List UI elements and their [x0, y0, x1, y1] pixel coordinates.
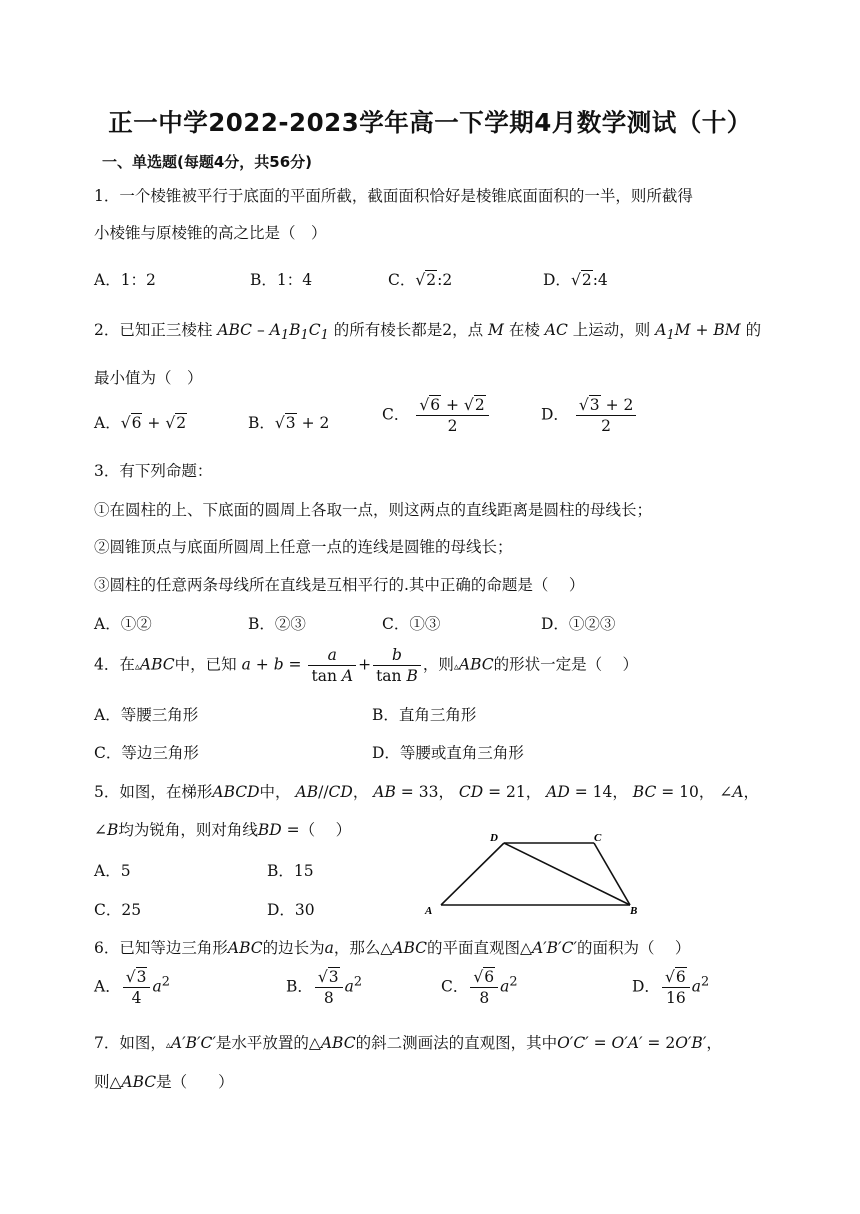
q2-option-c-label: C．: [382, 405, 410, 424]
q2-option-b: B．√3 + 2: [248, 414, 330, 432]
q2-option-d: [541, 396, 638, 435]
fraction: $\frac{√3 + 2}{2}$: [576, 396, 636, 435]
q2-text-4: 上运动，则: [572, 321, 651, 339]
q6-text-3: ，那么△: [333, 939, 393, 957]
fraction-b-tan: $\frac{b}{\text{tan B}}$: [373, 646, 421, 685]
q1-option-a: A．1：2: [94, 271, 156, 289]
q5-text-3: 均为锐角，则对角线: [118, 821, 258, 839]
triangle-symbol: ▵: [453, 661, 459, 673]
edge-ad: [441, 843, 504, 905]
math-abc: ABC: [227, 939, 263, 957]
q2-text-5: 的: [745, 321, 762, 339]
q6-text-5: 的面积为（ ）: [576, 939, 691, 957]
q2-line2: 最小值为（ ）: [94, 369, 203, 387]
label-d: D: [490, 832, 498, 844]
q6-text-2: 的边长为: [262, 939, 325, 957]
q4-text-1: 4．在: [94, 655, 135, 674]
q5-line1: 5．如图，在梯形ABCD中， AB//CD， AB = 33， CD = 21， AD = 14， BC = 10， ∠A，: [94, 783, 760, 801]
math-expression: $A_1M$: [655, 321, 691, 344]
q2-option-a-label: A．: [94, 414, 121, 432]
q6-text-4: 的平面直观图△: [427, 939, 532, 957]
math-prism-top: $A_1B_1C_1$: [269, 321, 329, 344]
page-title: 正一中学2022-2023学年高一下学期4月数学测试（十）: [108, 108, 752, 137]
q4-option-d: D．等腰或直角三角形: [372, 744, 524, 762]
q3-line2: ①在圆柱的上、下底面的圆周上各取一点，则这两点的直线距离是圆柱的母线长；: [94, 501, 653, 519]
q6-option-b: B． $\frac{√3}{8}$ $a^2$: [286, 968, 363, 1007]
math-bm: BM: [713, 321, 741, 339]
q3-line4: ③圆柱的任意两条母线所在直线是互相平行的.其中正确的命题是（ ）: [94, 576, 585, 594]
q7-text-4: ，: [706, 1034, 722, 1052]
q1-option-b: B．1：4: [250, 271, 313, 289]
q5-text-2: 中，: [259, 783, 291, 801]
q2-line1: 2．已知正三棱柱 ABC – $A_1B_1C_1$ 的所有棱长都是2，点 M 在棱 AC 上运动，则 $A_1M$ + BM 的: [94, 321, 762, 344]
q5-option-c: C．25: [94, 901, 142, 919]
q7-text-6: 是（ ）: [156, 1073, 234, 1091]
q7-text-1: 7．如图，: [94, 1034, 166, 1052]
q2-option-d-label: D．: [541, 405, 569, 424]
q1-line1: 1．一个棱锥被平行于底面的平面所截，截面面积恰好是棱锥底面面积的一半，则所截得: [94, 187, 693, 205]
triangle-symbol: ▵: [134, 661, 140, 673]
q6-option-d-label: D．: [632, 977, 660, 996]
q6-option-a: A． $\frac{√3}{4}$ $a^2$: [94, 968, 170, 1007]
q1-option-c: [388, 268, 452, 290]
q1-option-c-tail: :2: [437, 271, 453, 289]
q5-option-a: A．5: [94, 862, 131, 880]
math-b: b: [273, 655, 284, 674]
math-ac: AC: [544, 321, 568, 339]
q5-text-1: 5．如图，在梯形: [94, 783, 213, 801]
q7-text-2: 是水平放置的△: [215, 1034, 321, 1052]
q7-text-3: 的斜二测画法的直观图，其中: [355, 1034, 558, 1052]
q2-option-a: A．√6 + √2: [94, 414, 187, 432]
q2-text-1: 2．已知正三棱柱: [94, 321, 213, 339]
section-heading: 一、单选题(每题4分，共56分): [102, 153, 313, 171]
q3-option-c: C．①③: [382, 615, 441, 633]
q7-line1: 7．如图，▵A′B′C′是水平放置的△ABC的斜二测画法的直观图，其中O′C′ = O′A′ = 2O′B′，: [94, 1034, 722, 1052]
q1-option-c-label: C．: [388, 271, 416, 289]
q7-line2: 则△ABC是（ ）: [94, 1073, 234, 1091]
q5-option-b: B．15: [267, 862, 314, 880]
q4-option-a: A．等腰三角形: [94, 706, 199, 724]
math-abcd: ABCD: [212, 783, 260, 801]
sqrt-2: √2: [415, 271, 437, 289]
q3-line3: ②圆锥顶点与底面所圆周上任意一点的连线是圆锥的母线长；: [94, 538, 513, 556]
label-c: C: [594, 832, 602, 844]
q6-option-b-label: B．: [286, 977, 313, 996]
math-m: M: [488, 321, 504, 339]
trapezoid-shape: [441, 843, 630, 905]
q1-option-d: [543, 268, 608, 290]
fraction-a-tan: $\frac{a}{\text{tan A}}$: [308, 646, 356, 685]
label-a: A: [425, 905, 433, 917]
q5-text-4: （ ）: [299, 821, 352, 839]
q3-option-b: B．②③: [248, 615, 306, 633]
q3-line1: 3．有下列命题：: [94, 462, 213, 480]
q6-option-d: D． $\frac{√6}{16}$ $a^2$: [632, 968, 710, 1007]
q3-option-a: A．①②: [94, 615, 152, 633]
math-abc: ABC: [392, 939, 428, 957]
math-a: a: [324, 939, 334, 957]
q3-option-d: D．①②③: [541, 615, 616, 633]
q4-line1: 4．在▵ABC中，已知 a + b = $\frac{a}{\text{tan A}}$ + $\frac{b}{\text{tan B}}$ ，则▵ABC的形状一定是（ ）: [94, 646, 639, 685]
sqrt-6: √6: [120, 414, 142, 432]
q2-text-3: 在棱: [508, 321, 540, 339]
q4-text-4: 的形状一定是（ ）: [493, 655, 639, 674]
fraction: $\frac{√6 + √2}{2}$: [416, 396, 488, 435]
q1-option-d-label: D．: [543, 271, 571, 289]
q6-text-1: 6．已知等边三角形: [94, 939, 228, 957]
q4-text-3: ，则: [422, 655, 454, 674]
q2-text-2: 的所有棱长都是2，点: [333, 321, 484, 339]
sqrt-3: √3: [274, 414, 296, 432]
math-abc: ABC: [139, 655, 175, 674]
trapezoid-figure: [420, 826, 650, 921]
label-b: B: [630, 905, 638, 917]
q6-line1: [94, 936, 690, 958]
q6-option-c: C． $\frac{√6}{8}$ $a^2$: [441, 968, 518, 1007]
q4-option-c: C．等边三角形: [94, 744, 199, 762]
q4-option-b: B．直角三角形: [372, 706, 477, 724]
math-prism: ABC: [217, 321, 253, 339]
math-abc-prime: A′B′C′: [531, 939, 577, 957]
sqrt-2: √2: [570, 271, 592, 289]
q5-line2: ∠B均为锐角，则对角线BD =（ ）: [94, 821, 352, 839]
q6-option-a-label: A．: [94, 977, 121, 996]
q1-option-d-tail: :4: [592, 271, 608, 289]
q2-option-c: [382, 396, 491, 435]
math-a: a: [241, 655, 251, 674]
math-abc: ABC: [458, 655, 494, 674]
q4-text-2: 中，已知: [174, 655, 237, 674]
q6-option-c-label: C．: [441, 977, 469, 996]
q1-line2: 小棱锥与原棱锥的高之比是（ ）: [94, 224, 327, 242]
q7-text-5: 则△: [94, 1073, 122, 1091]
sqrt-2: √2: [165, 414, 187, 432]
q5-option-d: D．30: [267, 901, 315, 919]
q2-option-b-label: B．: [248, 414, 275, 432]
